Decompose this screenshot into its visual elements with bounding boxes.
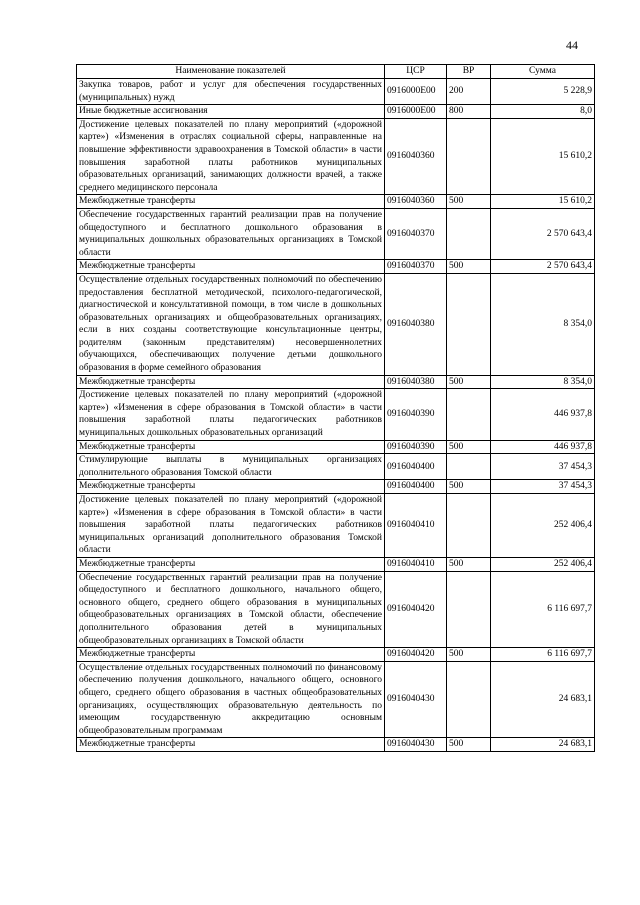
table-row (77, 557, 595, 571)
cell-sum: 8 354,0 (491, 273, 595, 375)
cell-sum: 37 454,3 (491, 454, 595, 480)
header-vr: ВР (447, 65, 491, 79)
budget-table (76, 64, 595, 752)
table-row (77, 375, 595, 389)
cell-csr: 0916040420 (385, 648, 447, 662)
cell-csr: 0916000Е00 (385, 79, 447, 105)
table-row (77, 273, 595, 375)
cell-name: Межбюджетные трансферты (77, 480, 385, 494)
cell-vr (447, 118, 491, 195)
table-row (77, 494, 595, 558)
cell-sum: 24 683,1 (491, 661, 595, 738)
cell-sum: 8 354,0 (491, 375, 595, 389)
cell-vr: 200 (447, 79, 491, 105)
header-sum: Сумма (491, 65, 595, 79)
table-row (77, 738, 595, 752)
cell-vr: 500 (447, 440, 491, 454)
table-row (77, 571, 595, 648)
table-row (77, 118, 595, 195)
cell-vr (447, 661, 491, 738)
cell-name: Межбюджетные трансферты (77, 738, 385, 752)
cell-name: Межбюджетные трансферты (77, 195, 385, 209)
table-row (77, 440, 595, 454)
page-number: 44 (566, 38, 578, 52)
cell-name: Межбюджетные трансферты (77, 557, 385, 571)
cell-vr (447, 389, 491, 440)
cell-sum: 5 228,9 (491, 79, 595, 105)
cell-name: Закупка товаров, работ и услуг для обеспечения государственных (муниципальных) нужд (77, 79, 385, 105)
cell-csr: 0916040380 (385, 273, 447, 375)
cell-vr: 500 (447, 375, 491, 389)
cell-sum: 6 116 697,7 (491, 571, 595, 648)
cell-csr: 0916040430 (385, 738, 447, 752)
cell-sum: 2 570 643,4 (491, 208, 595, 259)
cell-sum: 8,0 (491, 105, 595, 119)
cell-vr (447, 494, 491, 558)
header-csr: ЦСР (385, 65, 447, 79)
table-row (77, 648, 595, 662)
cell-csr: 0916040390 (385, 389, 447, 440)
cell-vr (447, 571, 491, 648)
cell-csr: 0916040400 (385, 480, 447, 494)
table-row (77, 79, 595, 105)
header-name: Наименование показателей (77, 65, 385, 79)
table-row (77, 480, 595, 494)
cell-csr: 0916040370 (385, 208, 447, 259)
cell-csr: 0916040400 (385, 454, 447, 480)
cell-name: Обеспечение государственных гарантий реализации прав на получение общедоступного и бесплатного дошкольного образования в муниципальных дошкольных образовательных организациях в Томской области (77, 208, 385, 259)
cell-sum: 15 610,2 (491, 195, 595, 209)
cell-sum: 446 937,8 (491, 440, 595, 454)
cell-vr: 500 (447, 480, 491, 494)
cell-name: Межбюджетные трансферты (77, 375, 385, 389)
cell-name: Межбюджетные трансферты (77, 648, 385, 662)
cell-sum: 252 406,4 (491, 494, 595, 558)
table-row (77, 195, 595, 209)
table-row (77, 661, 595, 738)
table-body (77, 79, 595, 752)
cell-vr: 500 (447, 738, 491, 752)
cell-sum: 2 570 643,4 (491, 260, 595, 274)
cell-name: Межбюджетные трансферты (77, 440, 385, 454)
cell-csr: 0916000Е00 (385, 105, 447, 119)
table-row (77, 389, 595, 440)
table-row (77, 208, 595, 259)
cell-sum: 37 454,3 (491, 480, 595, 494)
cell-name: Иные бюджетные ассигнования (77, 105, 385, 119)
cell-name: Достижение целевых показателей по плану мероприятий («дорожной карте») «Изменения в сфере образования в Томской области» в части повышения заработной платы педагогических работников муниципальных дошкольных образовательных организаций (77, 389, 385, 440)
cell-vr: 800 (447, 105, 491, 119)
cell-vr: 500 (447, 557, 491, 571)
table-row (77, 260, 595, 274)
cell-sum: 446 937,8 (491, 389, 595, 440)
cell-vr (447, 454, 491, 480)
cell-sum: 6 116 697,7 (491, 648, 595, 662)
cell-vr (447, 273, 491, 375)
cell-vr: 500 (447, 648, 491, 662)
cell-csr: 0916040380 (385, 375, 447, 389)
cell-name: Достижение целевых показателей по плану мероприятий («дорожной карте») «Изменения в отраслях социальной сферы, направленные на повышение эффективности здравоохранения в Томской области» в части повышения заработной платы работников муниципальных образовательных организаций, занимающих должности врачей, а также среднего медицинского персонала (77, 118, 385, 195)
cell-csr: 0916040360 (385, 195, 447, 209)
cell-csr: 0916040410 (385, 557, 447, 571)
cell-name: Обеспечение государственных гарантий реализации прав на получение общедоступного и бесплатного дошкольного, начального общего, основного общего, среднего общего образования в муниципальных общеобразовательных организациях в Томской области, обеспечение дополнительного образования детей в муниципальных общеобразовательных организациях в Томской области (77, 571, 385, 648)
cell-name: Стимулирующие выплаты в муниципальных организациях дополнительного образования Томской области (77, 454, 385, 480)
cell-csr: 0916040360 (385, 118, 447, 195)
cell-name: Достижение целевых показателей по плану мероприятий («дорожной карте») «Изменения в сфере образования в Томской области» в части повышения заработной платы педагогических работников муниципальных организаций дополнительного образования Томской области (77, 494, 385, 558)
cell-csr: 0916040410 (385, 494, 447, 558)
cell-vr: 500 (447, 260, 491, 274)
cell-name: Осуществление отдельных государственных полномочий по финансовому обеспечению получения дошкольного, начального общего, основного общего, среднего общего образования в частных общеобразовательных организациях, осуществляющих образовательную деятельность по имеющим государственную аккредитацию основным общеобразовательным программам (77, 661, 385, 738)
cell-csr: 0916040370 (385, 260, 447, 274)
cell-csr: 0916040390 (385, 440, 447, 454)
cell-sum: 15 610,2 (491, 118, 595, 195)
cell-csr: 0916040430 (385, 661, 447, 738)
cell-name: Межбюджетные трансферты (77, 260, 385, 274)
cell-sum: 252 406,4 (491, 557, 595, 571)
cell-vr: 500 (447, 195, 491, 209)
cell-name: Осуществление отдельных государственных полномочий по обеспечению предоставления бесплатной методической, психолого-педагогической, диагностической и консультативной помощи, в том числе в дошкольных образовательных организациях и общеобразовательных организациях, если в них созданы соответствующие консультационные центры, родителям (законным представителям) несовершеннолетних обучающихся, обеспечивающих получение детьми дошкольного образования в форме семейного образования (77, 273, 385, 375)
cell-vr (447, 208, 491, 259)
cell-csr: 0916040420 (385, 571, 447, 648)
table-row (77, 454, 595, 480)
table-header-row (77, 65, 595, 79)
cell-sum: 24 683,1 (491, 738, 595, 752)
table-row (77, 105, 595, 119)
